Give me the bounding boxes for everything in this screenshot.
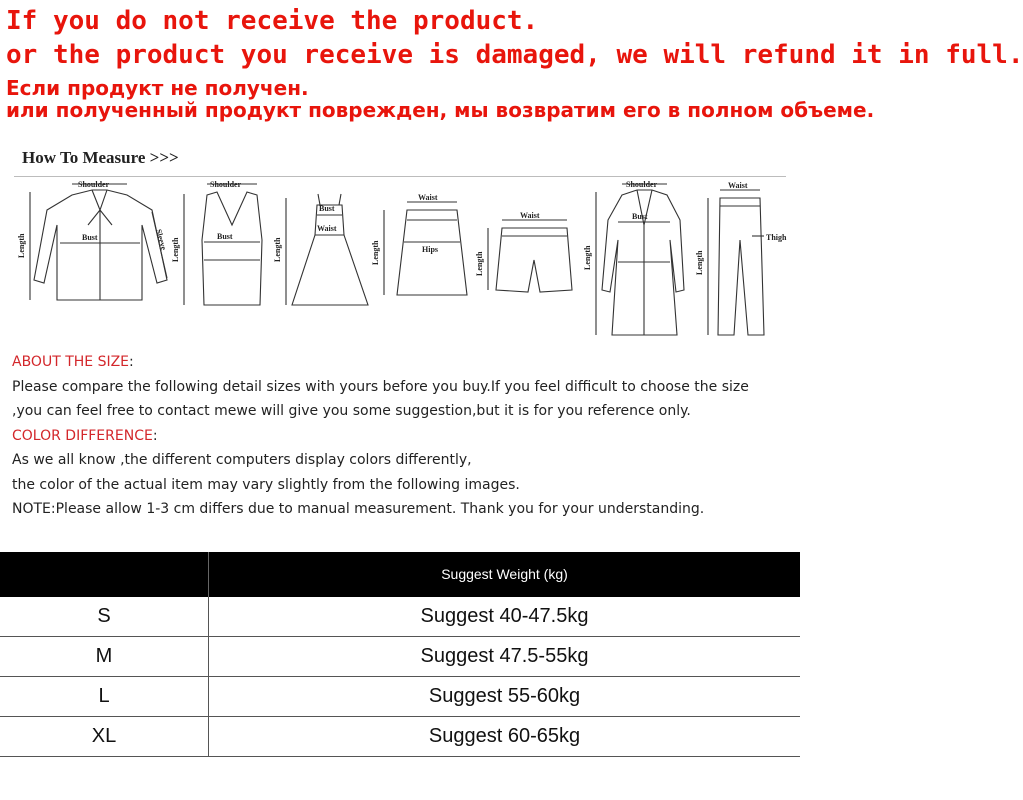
hips-label: Hips (422, 245, 439, 254)
color-difference-line-1: As we all know ,the different computers display colors differently, (12, 452, 472, 468)
bust-label-6: Bust (632, 212, 648, 221)
size-cell: S (0, 597, 209, 636)
pants-icon (695, 181, 787, 335)
waist-label-4: Waist (418, 193, 438, 202)
bust-label-1: Bust (82, 233, 98, 242)
length-label-2: Length (171, 237, 180, 262)
size-cell: XL (0, 717, 209, 756)
weight-cell: Suggest 40-47.5kg (420, 605, 589, 627)
bust-label-2: Bust (217, 232, 233, 241)
size-info (12, 350, 802, 522)
length-label-3: Length (273, 237, 282, 262)
bust-label-3: Bust (319, 204, 335, 213)
length-label-7: Length (695, 250, 704, 275)
dress-icon (273, 194, 368, 305)
waist-label-7: Waist (728, 181, 748, 190)
how-to-measure-panel (12, 140, 788, 340)
size-weight-table (0, 552, 800, 757)
banner-line-4: или полученный продукт поврежден, мы возвратим его в полном объеме. (6, 98, 875, 122)
weight-cell: Suggest 47.5-55kg (420, 645, 589, 667)
refund-banner (0, 0, 1023, 140)
about-size-heading: ABOUT THE SIZE: (12, 354, 134, 370)
length-label-1: Length (17, 233, 26, 258)
how-to-measure-title: How To Measure >>> (22, 148, 179, 167)
length-label-6: Length (583, 245, 592, 270)
garment-measure-illustrations (12, 180, 788, 340)
table-row (0, 597, 800, 637)
table-row (0, 677, 800, 717)
banner-line-3: Если продукт не получен. (6, 76, 309, 100)
color-difference-heading: COLOR DIFFERENCE: (12, 427, 158, 444)
header-weight: Suggest Weight (kg) (441, 566, 568, 582)
banner-line-1: If you do not receive the product. (6, 6, 539, 36)
shoulder-label-1: Shoulder (78, 180, 110, 189)
table-row (0, 637, 800, 677)
coat-icon (583, 180, 684, 335)
title-divider (14, 176, 786, 177)
length-label-5: Length (475, 251, 484, 276)
table-row (0, 717, 800, 757)
length-label-4: Length (371, 240, 380, 265)
table-header (0, 552, 800, 597)
size-cell: L (0, 677, 209, 716)
size-cell: M (0, 637, 209, 676)
waist-label-3: Waist (317, 224, 337, 233)
shoulder-label-2: Shoulder (210, 180, 242, 189)
measurement-note: NOTE:Please allow 1-3 cm differs due to manual measurement. Thank you for your understanding. (12, 501, 705, 517)
vest-icon (171, 180, 262, 305)
weight-cell: Suggest 60-65kg (428, 725, 581, 747)
banner-line-2: or the product you receive is damaged, we will refund it in full. (6, 40, 1023, 70)
about-size-line-2: ,you can feel free to contact mewe will give you some suggestion,but it is for you reference only. (12, 403, 691, 419)
blouse-icon (17, 180, 168, 300)
shoulder-label-6: Shoulder (626, 180, 658, 189)
waist-label-5: Waist (520, 211, 540, 220)
skirt-icon (371, 193, 467, 295)
weight-cell: Suggest 55-60kg (428, 685, 581, 707)
about-size-line-1: Please compare the following detail sizes with yours before you buy.If you feel difficult to choose the size (12, 378, 749, 395)
thigh-label: Thigh (766, 233, 787, 242)
shorts-icon (475, 211, 572, 292)
sleeve-label: Sleeve (154, 228, 169, 252)
color-difference-line-2: the color of the actual item may vary slightly from the following images. (12, 476, 520, 493)
